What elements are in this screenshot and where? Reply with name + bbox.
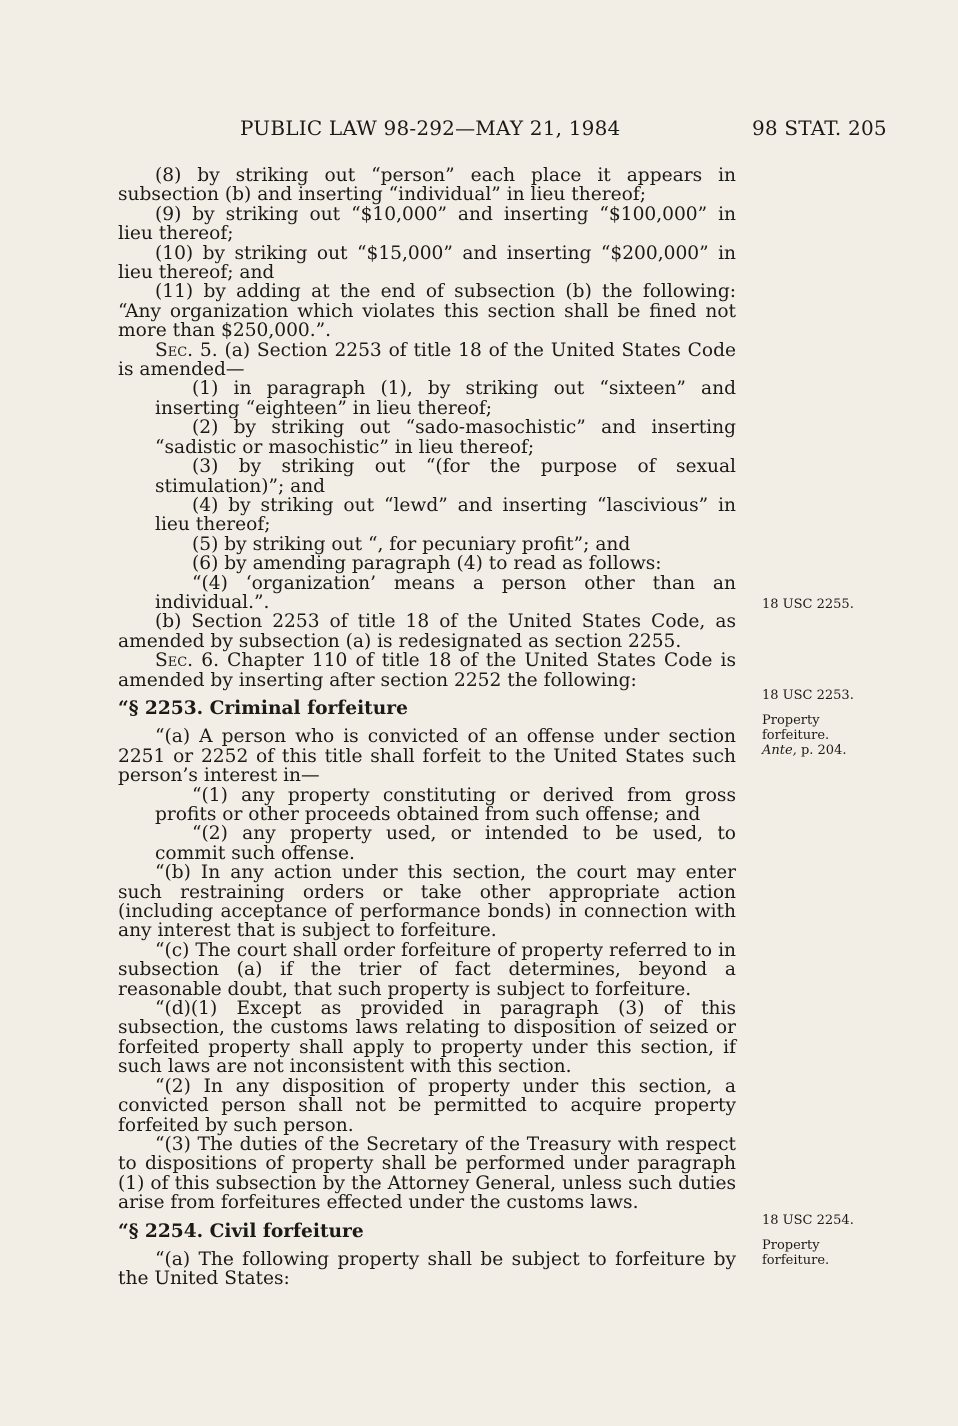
amend-2: (2) by striking out “sado-masochistic” and inserting “sadistic or masochistic” in lieu thereof; (155, 417, 736, 458)
section-2254-a: “(a) The following property shall be subject to forfeiture by the United States: (118, 1248, 736, 1290)
statute-body (118, 166, 736, 1289)
heading-2253: “§ 2253. Criminal forfeiture (118, 697, 408, 719)
section-5-text: 5. (a) Section 2253 of title 18 of the United States Code is amended— (118, 339, 736, 381)
margin-note-usc-2253: 18 USC 2253. (762, 688, 854, 703)
section-2253-a: “(a) A person who is convicted of an offense under section 2251 or 2252 of this title shall forfeit to the United States such person’s interest in— (118, 726, 736, 787)
paragraph-10: (10) by striking out “$15,000” and inserting “$200,000” in lieu thereof; and (118, 242, 736, 284)
heading-2254: “§ 2254. Civil forfeiture (118, 1220, 364, 1242)
header-stat-page: 98 STAT. 205 (752, 116, 887, 140)
margin-note-usc-2255: 18 USC 2255. (762, 597, 854, 612)
margin-note-property: Property (762, 713, 820, 728)
section-5-intro (118, 341, 736, 380)
margin-note-forfeiture-2: forfeiture. (762, 1253, 830, 1268)
amend-3: (3) by striking out “(for the purpose of sexual stimulation)”; and (155, 456, 736, 497)
amend-4: (4) by striking out “lewd” and inserting “lascivious” in lieu thereof; (155, 494, 736, 536)
sec-label: Sec. (155, 339, 194, 361)
organization-definition: “(4) ‘organization’ means a person other than an individual.”. (155, 572, 736, 613)
margin-note-ante (762, 744, 846, 758)
page-header (240, 116, 887, 144)
ante-italic: Ante, (762, 743, 797, 758)
header-title: PUBLIC LAW 98-292—MAY 21, 1984 (240, 116, 621, 140)
section-2253-d-2: “(2) In any disposition of property under this section, a convicted person shall not be permitted to acquire property forfeited by such person. (118, 1075, 736, 1136)
section-2253-d-3: “(3) The duties of the Secretary of the Treasury with respect to dispositions of property shall be performed under paragraph (1) of this subsection by the Attorney General, unless such duties arise from forfeitures effected under the customs laws. (118, 1133, 736, 1214)
section-5-b: (b) Section 2253 of title 18 of the United States Code, as amended by subsection (a) is redesignated as section 2255. (118, 611, 736, 652)
paragraph-9: (9) by striking out “$10,000” and inserting “$100,000” in lieu thereof; (118, 203, 736, 245)
ante-page: p. 204. (796, 743, 847, 758)
margin-note-usc-2254: 18 USC 2254. (762, 1213, 854, 1228)
section-2253-b: “(b) In any action under this section, the court may enter such restraining orders or take other appropriate action (including acceptance of performance bonds) in connection with any interest that is subject to forfeiture. (118, 862, 736, 942)
section-2253-a-2: “(2) any property used, or intended to be used, to commit such offense. (155, 823, 736, 864)
sec-label: Sec. (155, 650, 194, 672)
section-2253-c: “(c) The court shall order forfeiture of property referred to in subsection (a) if the trier of fact determines, beyond a reasonable doubt, that such property is subject to forfeiture. (118, 939, 736, 1000)
section-2253-d-1: “(d)(1) Except as provided in paragraph (3) of this subsection, the customs laws relating to disposition of seized or forfeited property shall apply to property under this section, if such laws are not inconsistent with this section. (118, 998, 736, 1078)
paragraph-8: (8) by striking out “person” each place it appears in subsection (b) and inserting “individual” in lieu thereof; (118, 165, 736, 206)
amend-1: (1) in paragraph (1), by striking out “sixteen” and inserting “eighteen” in lieu thereof; (155, 378, 736, 419)
section-6-text: 6. Chapter 110 of title 18 of the United States Code is amended by inserting after section 2252 the following: (118, 650, 736, 691)
margin-note-property-2: Property (762, 1238, 820, 1253)
margin-note-forfeiture: forfeiture. (762, 728, 830, 743)
section-6-intro (118, 651, 736, 690)
amend-5: (5) by striking out “, for pecuniary profit”; and (192, 533, 631, 555)
section-2253-a-1: “(1) any property constituting or derived from gross profits or other proceeds obtained from such offense; and (155, 784, 736, 825)
amend-6: (6) by amending paragraph (4) to read as follows: (192, 553, 662, 575)
paragraph-11: (11) by adding at the end of subsection (b) the following: “Any organization which violates this section shall be fined not more than $250,000.”. (118, 281, 736, 342)
